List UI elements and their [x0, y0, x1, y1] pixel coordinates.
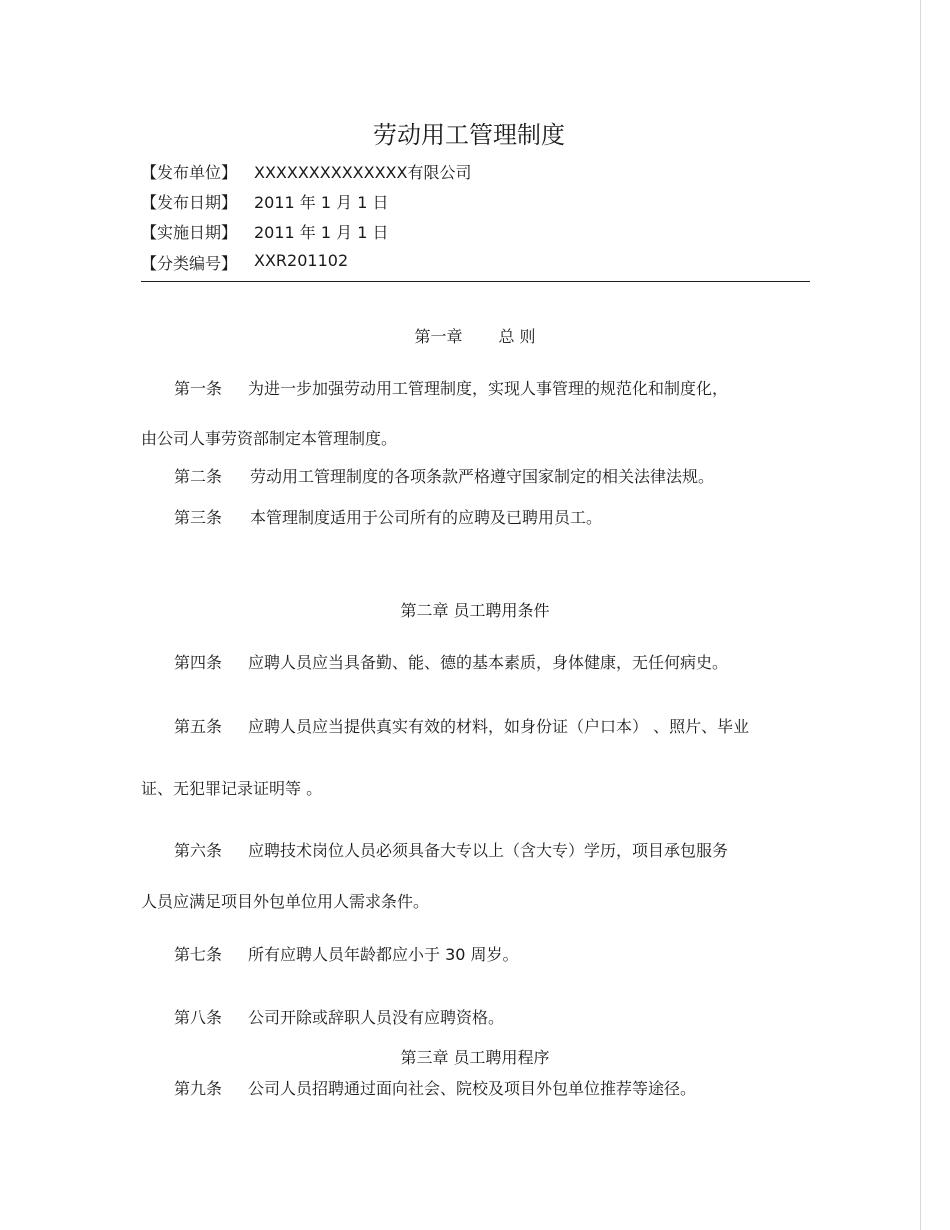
- article-5-label: 第五条: [174, 717, 223, 736]
- meta-value-publish-date: 2011 年 1 月 1 日: [254, 193, 389, 212]
- chapter-3-heading: 第三章 员工聘用程序: [400, 1048, 550, 1067]
- article-2-text: 劳动用工管理制度的各项条款严格遵守国家制定的相关法律法规。: [250, 467, 715, 486]
- article-2-label: 第二条: [174, 467, 223, 486]
- meta-label-publisher: 【发布单位】: [141, 163, 238, 182]
- article-1-continuation: 由公司人事劳资部制定本管理制度。: [141, 429, 398, 448]
- article-6-label: 第六条: [174, 841, 223, 860]
- article-6-text: 应聘技术岗位人员必须具备大专以上（含大专）学历，项目承包服务: [248, 841, 729, 860]
- article-7-label: 第七条: [174, 945, 223, 964]
- document-title: 劳动用工管理制度: [373, 121, 565, 149]
- article-8-text: 公司开除或辞职人员没有应聘资格。: [248, 1008, 505, 1027]
- chapter-2-heading: 第二章 员工聘用条件: [400, 601, 550, 620]
- meta-value-publisher: XXXXXXXXXXXXXX有限公司: [254, 163, 472, 182]
- meta-label-publish-date: 【发布日期】: [141, 193, 238, 212]
- meta-label-effective-date: 【实施日期】: [141, 223, 238, 242]
- chapter-1-number: 第一章: [414, 327, 463, 346]
- article-1-text: 为进一步加强劳动用工管理制度，实现人事管理的规范化和制度化，: [248, 379, 729, 398]
- article-1-label: 第一条: [174, 379, 223, 398]
- article-4-label: 第四条: [174, 653, 223, 672]
- article-3-text: 本管理制度适用于公司所有的应聘及已聘用员工。: [250, 508, 603, 527]
- header-divider: [141, 281, 810, 282]
- article-5-text: 应聘人员应当提供真实有效的材料，如身份证（户口本） 、照片、毕业: [248, 717, 750, 736]
- article-9-label: 第九条: [174, 1079, 223, 1098]
- article-7-text: 所有应聘人员年龄都应小于 30 周岁。: [248, 945, 519, 964]
- meta-value-class-number: XXR201102: [254, 251, 349, 270]
- article-9-text: 公司人员招聘通过面向社会、院校及项目外包单位推荐等途径。: [248, 1079, 697, 1098]
- meta-label-class-number: 【分类编号】: [141, 254, 238, 273]
- article-4-text: 应聘人员应当具备勤、能、德的基本素质，身体健康，无任何病史。: [248, 653, 729, 672]
- article-8-label: 第八条: [174, 1008, 223, 1027]
- article-3-label: 第三条: [174, 508, 223, 527]
- article-6-continuation: 人员应满足项目外包单位用人需求条件。: [141, 892, 430, 911]
- chapter-1-heading: [0, 324, 950, 347]
- chapter-1-name: 总 则: [498, 327, 536, 346]
- meta-value-effective-date: 2011 年 1 月 1 日: [254, 223, 389, 242]
- article-5-continuation: 证、无犯罪记录证明等 。: [141, 779, 323, 798]
